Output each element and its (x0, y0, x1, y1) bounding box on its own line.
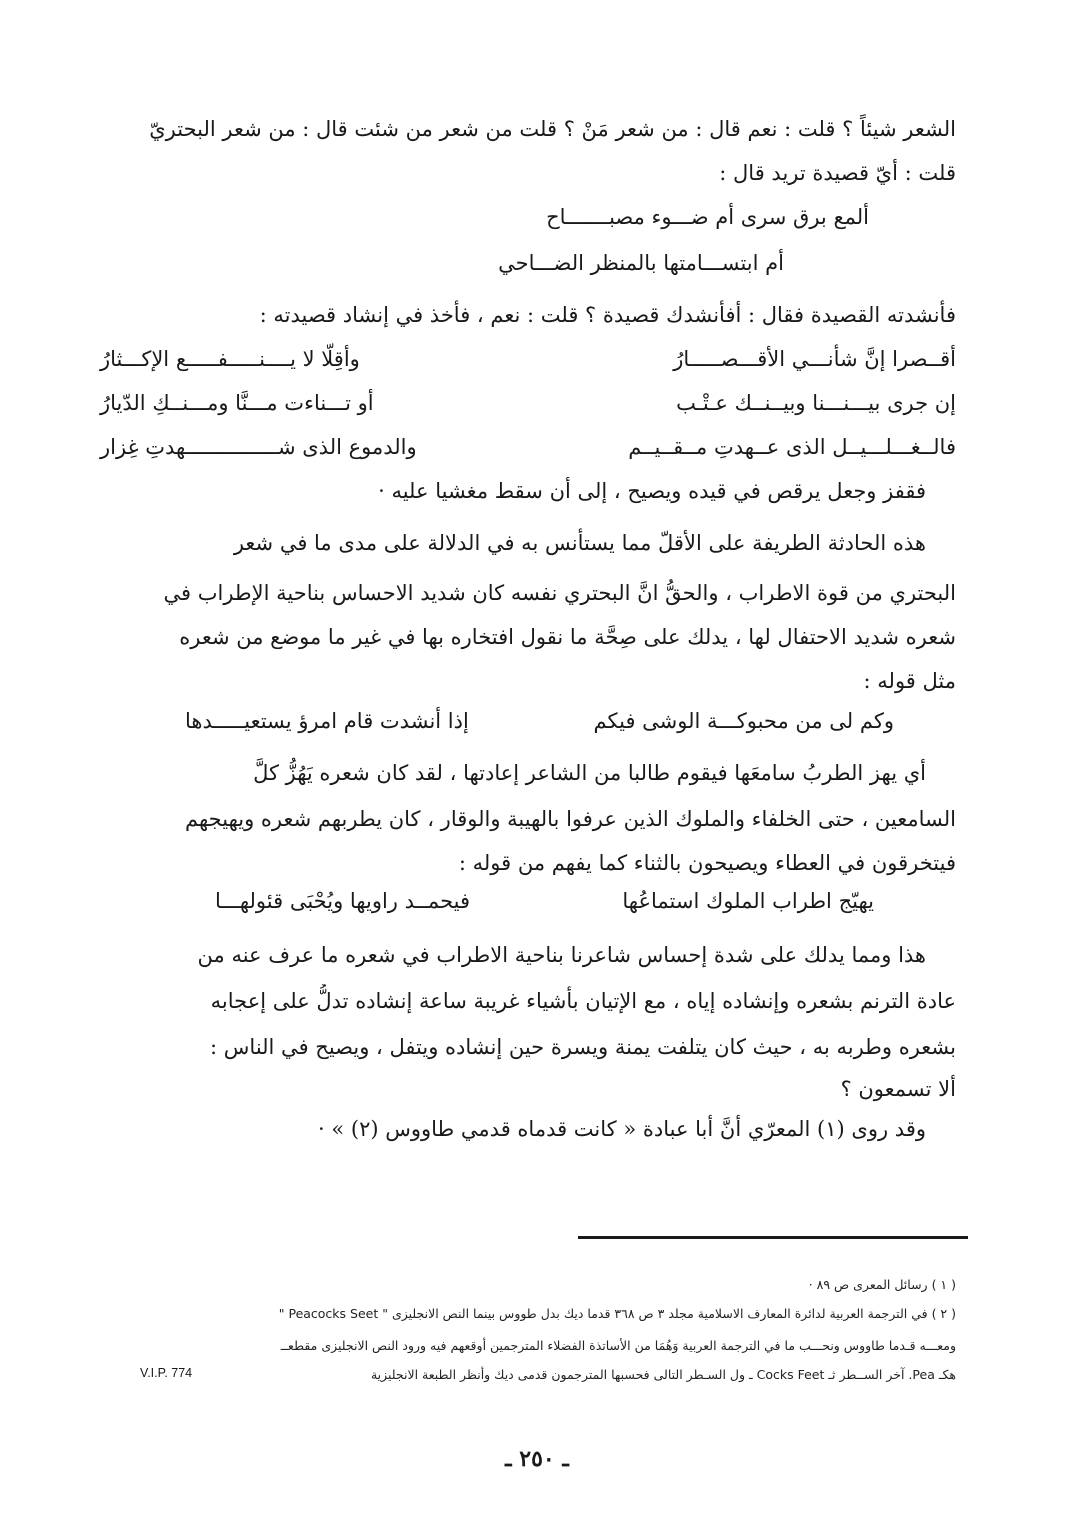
text-line: فقفز وجعل يرقص في قيده ويصيح ، إلى أن سقط مغشيا عليه · (378, 479, 926, 503)
verse-hemistich: أم ابتســـامتها بالمنظر الضـــاحي (498, 251, 784, 275)
verse-hemistich: فيحمــد راويها ويُحْبَى قئولهـــا (215, 889, 471, 913)
verse-hemistich: وكم لى من محبوكـــة الوشى فيكم (593, 709, 894, 733)
text-line: فيتخرقون في العطاء ويصيحون بالثناء كما يفهم من قوله : (458, 851, 956, 875)
text-line: شعره شديد الاحتفال لها ، يدلك على صِحَّة ما نقول افتخاره بها في غير ما موضع من شعره (179, 625, 956, 649)
text-line: هذه الحادثة الطريفة على الأقلّ مما يستأنس به في الدلالة على مدى ما في شعر (233, 531, 926, 555)
footnote-2-line: هكـ Pea. آخر الســطر ثـ Cocks Feet ـ ول السـطر التالى فحسبها المترجمون قدمى ديك وأنظر الطبعة الانجليزية (370, 1367, 956, 1382)
text-line: وقد روى (١) المعرّي أنَّ أبا عبادة « كانت قدماه قدمي طاووس (٢) » · (318, 1117, 926, 1141)
text-line: البحتري من قوة الاطراب ، والحقُّ انَّ البحتري نفسه كان شديد الاحساس بناحية الإطراب في (163, 581, 956, 605)
text-line: هذا ومما يدلك على شدة إحساس شاعرنا بناحية الاطراب في شعره ما عرف عنه من (197, 943, 926, 967)
verse-hemistich: أو تـــناءت مـــنَّا ومـــنــكِ الدّيارُ (100, 391, 374, 415)
text-line: السامعين ، حتى الخلفاء والملوك الذين عرفوا بالهيبة والوقار ، كان يطربهم شعره ويهيجهم (185, 807, 956, 831)
text-line: أي يهز الطربُ سامعَها فيقوم طالبا من الشاعر إعادتها ، لقد كان شعره يَهُزُّ كلَّ (253, 761, 926, 785)
footnote-2-reference: V.I.P. 774 (140, 1366, 193, 1380)
text-line: قلت : أيّ قصيدة تريد قال : (719, 161, 956, 185)
page-number: ـ ٢٥٠ ـ (505, 1446, 569, 1472)
footnote-2-english: " Peacocks Seet " (278, 1306, 388, 1321)
verse-hemistich: والدموع الذى شـــــــــــــــهدتِ غِزار (100, 435, 417, 459)
text-line: الشعر شيئاً ؟ قلت : نعم قال : من شعر مَنْ ؟ قلت من شعر من شئت قال : من شعر البحتريّ (149, 117, 956, 141)
footnote-2-line: ومعـــه قـدما طاووس ونحـــب ما في الترجمة العربية وَهُمَا من الأساتذة الفضلاء المترجمين أوقعهم فيه ورود النص الانجليزى مقطعــ (280, 1338, 956, 1353)
footnote-2-line (100, 1301, 956, 1327)
verse-hemistich: وأقِلّا لا يــــنـــــفـــــع الإكـــثارُ (100, 347, 360, 371)
footnote-2-text: ( ٢ ) في الترجمة العربية لدائرة المعارف الاسلامية مجلد ٣ ص ٣٦٨ قدما ديك بدل طووس بينما النص الانجليزى (391, 1306, 956, 1321)
text-line: عادة الترنم بشعره وإنشاده إياه ، مع الإتيان بأشياء غريبة ساعة إنشاده تدلُّ على إعجابه (210, 989, 956, 1013)
text-line: ألا تسمعون ؟ (840, 1077, 956, 1101)
text-line: فأنشدته القصيدة فقال : أفأنشدك قصيدة ؟ قلت : نعم ، فأخذ في إنشاد قصيدته : (259, 303, 956, 327)
footnote-1: ( ١ ) رسائل المعرى ص ٨٩ · (808, 1277, 956, 1292)
verse-hemistich: يهيّج اطراب الملوك استماعُها (622, 889, 874, 913)
footnote-separator (578, 1236, 968, 1239)
verse-hemistich: فالــغـــلـــيــل الذى عــهدتِ مــقــيــم (628, 435, 956, 459)
text-line: مثل قوله : (863, 669, 956, 693)
verse-hemistich: ألمع برق سرى أم ضـــوء مصبـــــــاح (546, 205, 869, 229)
verse-hemistich: أقــصرا إنَّ شأنـــي الأقـــصـــــارُ (673, 347, 956, 371)
text-line: بشعره وطربه به ، حيث كان يتلفت يمنة ويسرة حين إنشاده ويتفل ، ويصيح في الناس : (210, 1035, 956, 1059)
verse-hemistich: إذا أنشدت قام امرؤ يستعيـــــدها (185, 709, 469, 733)
verse-hemistich: إن جرى بيـــنـــنا وبيــنــك عـتْـب (676, 391, 956, 415)
